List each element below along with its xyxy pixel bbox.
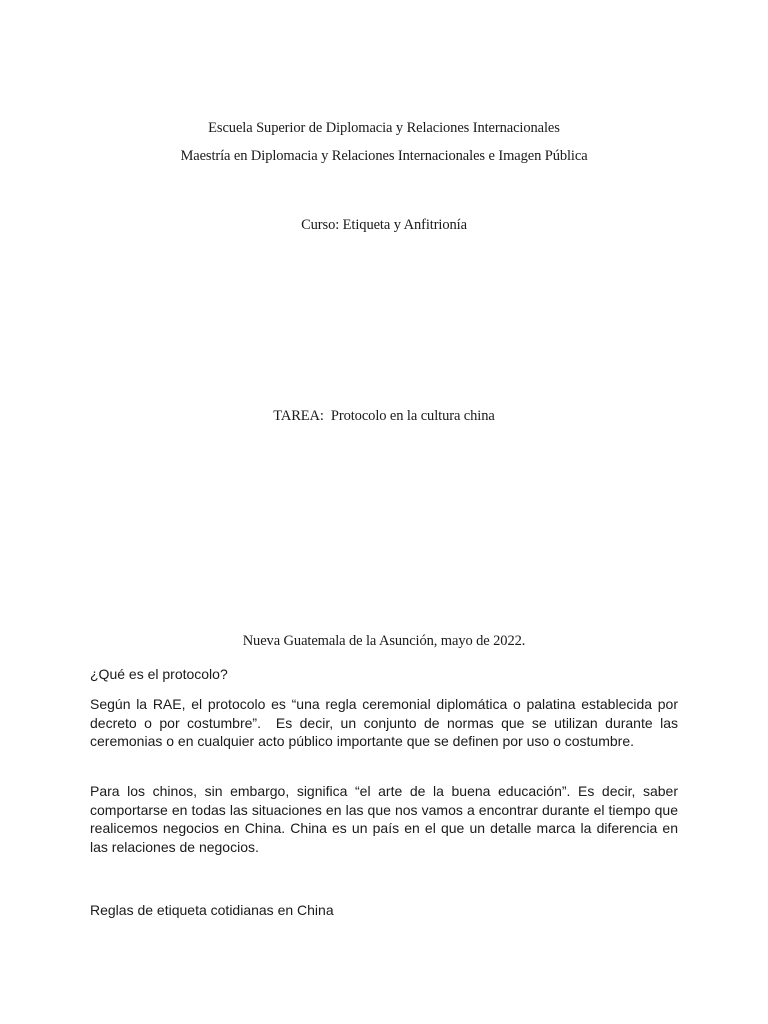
course-title: Curso: Etiqueta y Anfitrionía (301, 217, 467, 233)
assignment-title: TAREA: Protocolo en la cultura china (273, 408, 495, 424)
heading-etiquette-rules: Reglas de etiqueta cotidianas en China (90, 902, 334, 918)
heading-what-is-protocol: ¿Qué es el protocolo? (90, 666, 228, 682)
paragraph-chinese-view: Para los chinos, sin embargo, significa “el arte de la buena educación”. Es decir, saber comportarse en todas las situaciones en las que nos vamos a encontrar durante el tiempo que realicemos negocios en China. China es un país en el que un detalle marca la diferencia en las relaciones de negocios. (90, 783, 678, 855)
paragraph-rae-definition: Según la RAE, el protocolo es “una regla ceremonial diplomática o palatina establecida por decreto o por costumbre”. Es decir, un conjunto de normas que se utilizan durante las ceremonias o en cualquier acto público importante que se definen por uso o costumbre. (90, 696, 682, 749)
place-date: Nueva Guatemala de la Asunción, mayo de 2022. (242, 633, 526, 649)
school-name: Escuela Superior de Diplomacia y Relaciones Internacionales (208, 120, 560, 136)
program-name: Maestría en Diplomacia y Relaciones Internacionales e Imagen Pública (180, 148, 588, 164)
